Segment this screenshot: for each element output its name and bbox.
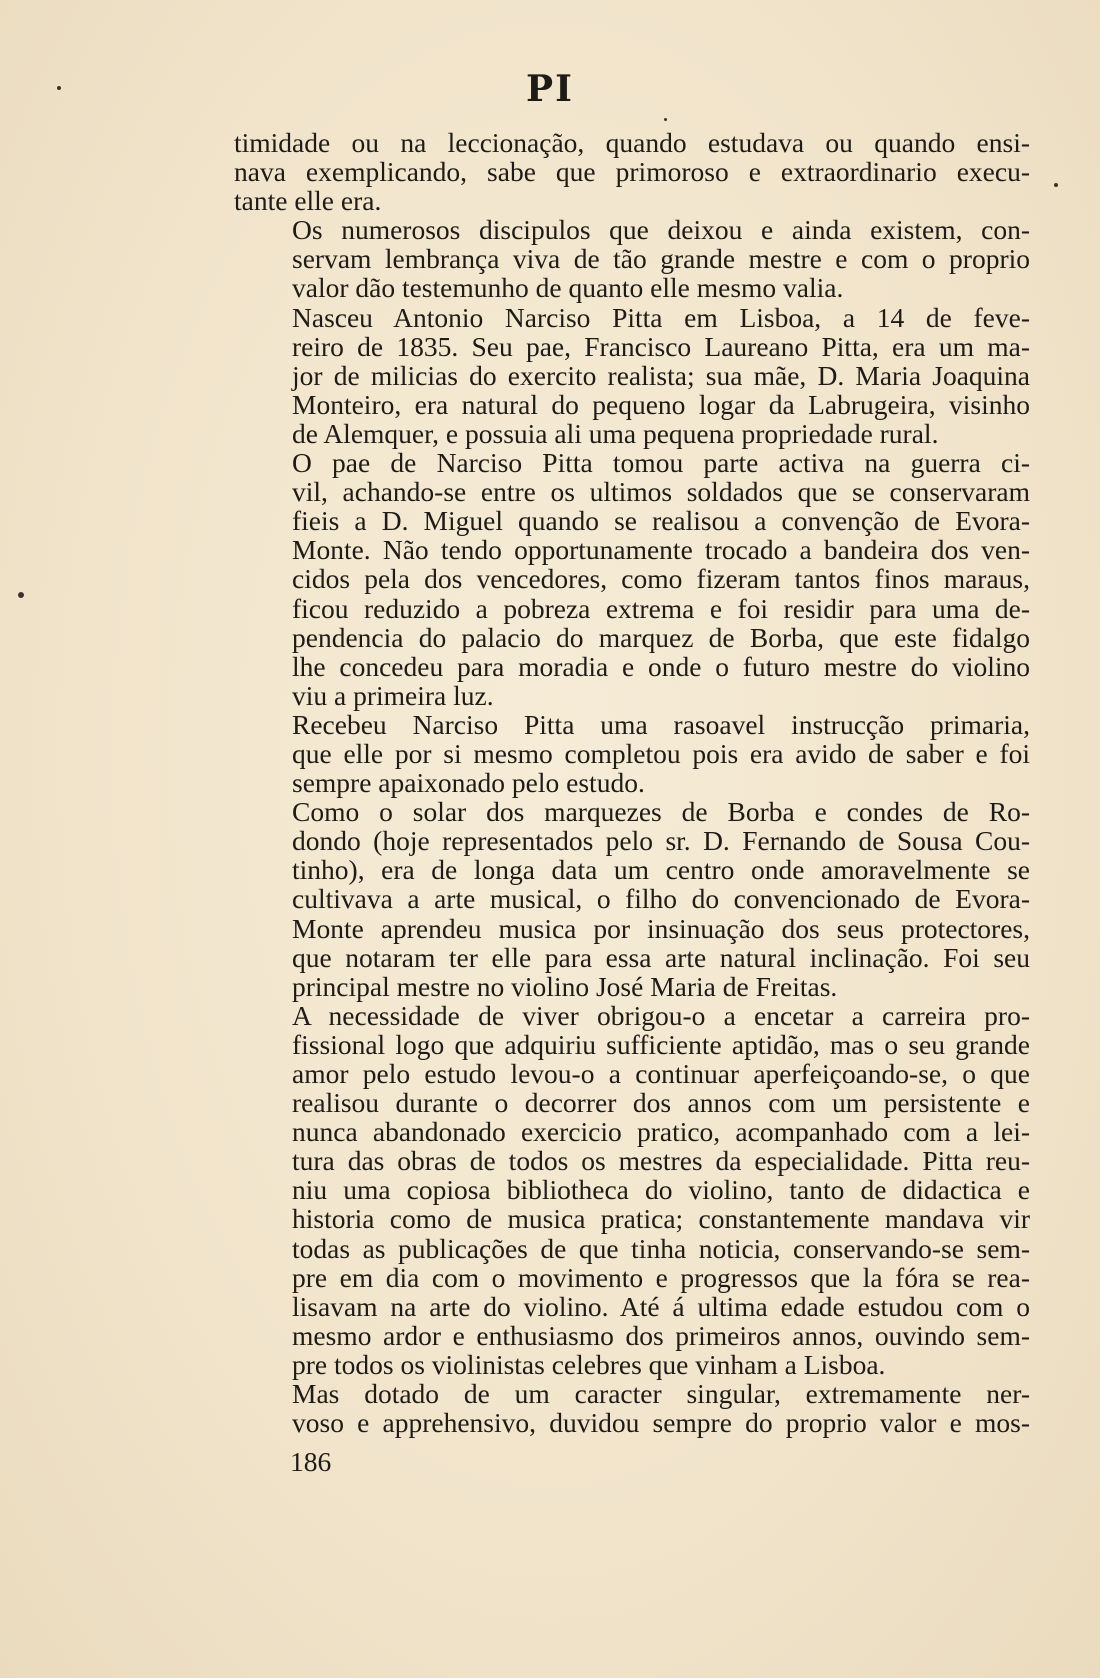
- text-line: pre todos os violinistas celebres que vinham a Lisboa.: [292, 1348, 886, 1380]
- paragraph: [234, 1001, 1030, 1379]
- paragraph: [234, 303, 1030, 448]
- paragraph: [234, 128, 1030, 215]
- text-line: Mas dotado de um caracter singular, extremamente ner-: [292, 1378, 1030, 1410]
- paragraph: [234, 448, 1030, 710]
- text-line: lisavam na arte do violino. Até á ultima edade estudou com o: [292, 1290, 1030, 1322]
- text-line: tante elle era.: [234, 185, 382, 217]
- text-line: que elle por si mesmo completou pois era avido de saber e foi: [292, 737, 1030, 769]
- text-line: servam lembrança viva de tão grande mestre e com o proprio: [292, 243, 1030, 275]
- text-line: Como o solar dos marquezes de Borba e condes de Ro-: [292, 796, 1030, 828]
- paragraph: [234, 215, 1030, 302]
- text-line: pre em dia com o movimento e progressos que la fóra se rea-: [292, 1261, 1030, 1293]
- text-line: valor dão testemunho de quanto elle mesmo valia.: [292, 272, 844, 304]
- paragraph: [234, 797, 1030, 1001]
- paragraph: [234, 1379, 1030, 1437]
- text-line: Monteiro, era natural do pequeno logar da Labrugeira, visinho: [292, 388, 1030, 420]
- text-line: amor pelo estudo levou-o a continuar aperfeiçoando-se, o que: [292, 1058, 1030, 1089]
- text-line: principal mestre no violino José Maria de Freitas.: [292, 970, 838, 1002]
- text-line: dondo (hoje representados pelo sr. D. Fernando de Sousa Cou-: [292, 825, 1030, 857]
- text-line: pendencia do palacio do marquez de Borba, que este fidalgo: [292, 621, 1030, 653]
- text-line: sempre apaixonado pelo estudo.: [292, 767, 645, 799]
- text-line: mesmo ardor e enthusiasmo dos primeiros annos, ouvindo sem-: [292, 1319, 1030, 1351]
- text-line: niu uma copiosa bibliotheca do violino, tanto de didactica e: [292, 1174, 1030, 1206]
- text-line: tura das obras de todos os mestres da especialidade. Pitta reu-: [292, 1145, 1030, 1177]
- text-line: O pae de Narciso Pitta tomou parte activa na guerra ci-: [292, 447, 1030, 479]
- paragraph: [234, 710, 1030, 797]
- text-line: todas as publicações de que tinha noticia, conservando-se sem-: [292, 1232, 1030, 1264]
- paper-speck: [664, 118, 667, 121]
- text-line: A necessidade de viver obrigou-o a encetar a carreira pro-: [292, 999, 1030, 1031]
- text-line: que notaram ter elle para essa arte natural inclinação. Foi seu: [292, 941, 1030, 973]
- text-line: Monte aprendeu musica por insinuação dos seus protectores,: [292, 912, 1030, 944]
- text-line: Os numerosos discipulos que deixou e ainda existem, con-: [292, 214, 1030, 246]
- text-line: fissional logo que adquiriu sufficiente aptidão, mas o seu grande: [292, 1028, 1030, 1060]
- text-line: vil, achando-se entre os ultimos soldados que se conservaram: [292, 476, 1030, 508]
- text-line: nava exemplicando, sabe que primoroso e extraordinario execu-: [234, 156, 1030, 188]
- text-line: Recebeu Narciso Pitta uma rasoavel instrucção primaria,: [292, 708, 1030, 740]
- text-line: viu a primeira luz.: [292, 679, 494, 711]
- text-line: cidos pela dos vencedores, como fizeram tantos finos maraus,: [292, 563, 1030, 595]
- text-line: realisou durante o decorrer dos annos com um persistente e: [292, 1087, 1030, 1119]
- text-line: jor de milicias do exercito realista; sua mãe, D. Maria Joaquina: [292, 359, 1030, 391]
- text-line: ficou reduzido a pobreza extrema e foi residir para uma de-: [292, 592, 1030, 624]
- paper-speck: [57, 86, 61, 90]
- text-line: nunca abandonado exercicio pratico, acompanhado com a lei-: [292, 1116, 1030, 1148]
- running-head: PI: [526, 68, 574, 110]
- text-line: voso e apprehensivo, duvidou sempre do proprio valor e mos-: [292, 1407, 1030, 1439]
- text-line: historia como de musica pratica; constantemente mandava vir: [292, 1203, 1030, 1235]
- text-line: cultivava a arte musical, o filho do convencionado de Evora-: [292, 883, 1030, 915]
- text-line: fieis a D. Miguel quando se realisou a convenção de Evora-: [292, 505, 1030, 537]
- text-line: Nasceu Antonio Narciso Pitta em Lisboa, a 14 de feve-: [292, 301, 1030, 333]
- paper-speck: [1054, 183, 1058, 187]
- text-line: lhe concedeu para moradia e onde o futuro mestre do violino: [292, 650, 1030, 682]
- body-text: [234, 128, 1030, 1437]
- page-number: 186: [290, 1446, 332, 1477]
- text-line: de Alemquer, e possuia ali uma pequena propriedade rural.: [292, 417, 939, 449]
- text-line: reiro de 1835. Seu pae, Francisco Laureano Pitta, era um ma-: [292, 330, 1030, 362]
- text-line: timidade ou na leccionação, quando estudava ou quando ensi-: [234, 127, 1030, 158]
- text-line: Monte. Não tendo opportunamente trocado a bandeira dos ven-: [292, 534, 1030, 566]
- text-line: tinho), era de longa data um centro onde amoravelmente se: [292, 854, 1030, 886]
- paper-speck: [18, 592, 24, 598]
